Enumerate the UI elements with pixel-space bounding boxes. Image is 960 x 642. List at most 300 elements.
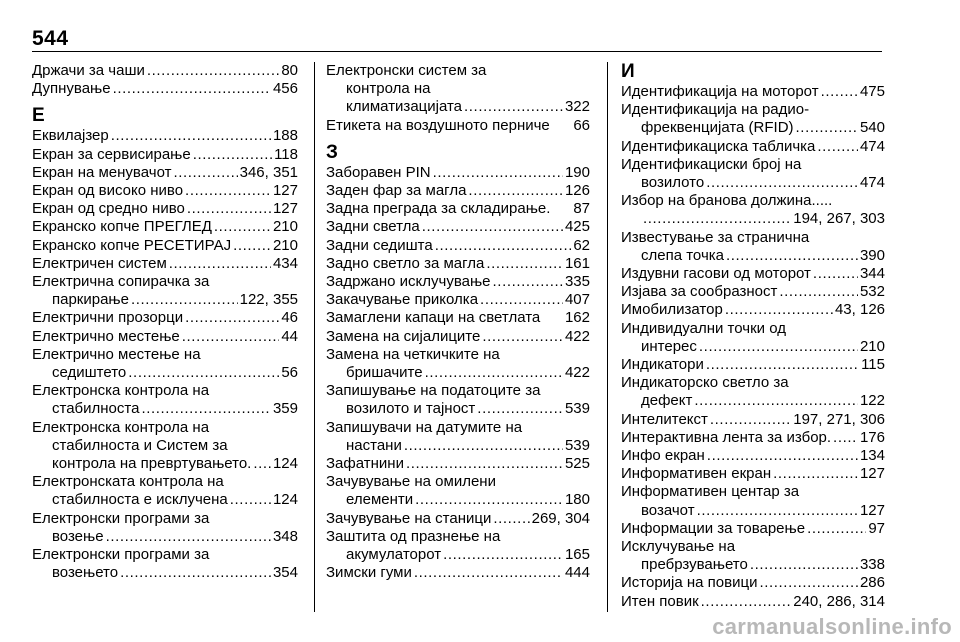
index-entry[interactable] [621,574,885,592]
page-reference[interactable]: 525 [564,455,590,473]
dot-leader [493,510,529,528]
index-entry[interactable] [326,564,590,582]
index-term: Известување за странична [621,228,810,246]
index-entry-line [32,382,298,400]
index-term: Заштита од празнење на [326,527,501,545]
index-term: Екран од високо ниво [32,182,184,200]
index-term: стабилноста [52,400,140,418]
index-entry[interactable] [32,510,298,546]
index-entry-line [621,593,885,611]
page-reference[interactable]: 126 [564,182,590,200]
page-reference[interactable]: 474 [859,137,885,155]
index-entry-line [621,520,885,538]
dot-leader [173,164,237,182]
index-term: возилото [641,174,705,192]
page-reference[interactable]: 62 [573,236,590,254]
dot-leader [701,593,792,611]
index-entry-line [326,546,590,564]
index-term: Зачувување на станици [326,509,492,527]
dot-leader [725,301,833,319]
page-reference[interactable]: 80 [281,62,298,79]
index-entry-line [32,491,298,509]
index-entry-line [621,174,885,192]
index-entry[interactable] [326,218,590,236]
page-reference[interactable]: 444 [564,564,590,582]
dot-leader [253,455,271,473]
dot-leader [477,400,563,418]
page-reference[interactable]: 475 [859,83,885,100]
index-entry[interactable] [32,62,298,80]
index-entry[interactable] [32,237,298,255]
index-term: бришачите [346,364,423,382]
index-entry-line [32,473,298,491]
index-term: Екранско копче РЕСЕТИРАЈ [32,236,232,254]
page-reference[interactable]: 188 [272,127,298,145]
page-reference[interactable]: 344 [859,265,885,283]
index-term: Идентификација на моторот [621,83,819,100]
index-entry-line [326,237,590,255]
page-reference[interactable]: 474 [859,174,885,192]
dot-leader [726,247,858,265]
page-reference[interactable]: 127 [859,465,885,483]
index-term: Електронски програми за [32,546,210,564]
index-entry-line [32,62,298,80]
page-reference[interactable]: 118 [274,145,298,163]
index-entry-line [621,265,885,283]
page-reference[interactable]: 165 [564,546,590,564]
index-entry[interactable] [32,255,298,273]
index-term: Инфо екран [621,447,705,465]
index-entry[interactable] [621,301,885,319]
dot-leader [759,574,858,592]
page-reference[interactable]: 348 [272,527,298,545]
index-entry[interactable] [326,62,590,117]
index-entry-line [32,546,298,564]
index-entry-line [326,510,590,528]
index-entry[interactable] [32,80,298,98]
index-entry[interactable] [621,429,885,447]
page-reference[interactable]: 407 [564,291,590,309]
index-entry[interactable] [621,192,885,228]
index-entry[interactable] [32,382,298,418]
index-entry-line [621,320,885,338]
dot-leader [404,437,563,455]
index-entry[interactable] [32,146,298,164]
index-term: Електрична сопирачка за [32,273,210,291]
dot-leader [706,174,858,192]
index-term: Интелитекст [621,410,708,428]
index-entry-line [326,80,590,98]
index-column-3 [621,62,885,611]
index-entry-line [32,255,298,273]
index-term: Држачи за чаши [32,62,145,79]
index-entry[interactable] [32,164,298,182]
index-entry-line [621,338,885,356]
index-term: климатизацијата [346,98,463,116]
index-term: Електрично местење на [32,345,201,363]
dot-leader [193,146,272,164]
dot-leader [468,182,563,200]
dot-leader [128,364,279,382]
index-entry-line [32,182,298,200]
dot-leader [406,455,563,473]
index-entry[interactable] [326,510,590,528]
index-entry[interactable] [326,117,590,135]
index-entry[interactable] [621,229,885,265]
index-entry[interactable] [621,83,885,101]
index-entry[interactable] [621,538,885,574]
page-reference[interactable]: 210 [272,218,298,236]
index-entry-line [326,564,590,582]
index-entry-line [32,309,298,327]
page-reference[interactable]: 87 [573,200,590,218]
dot-leader [433,164,563,182]
page-reference[interactable]: 66 [573,116,590,134]
page-reference[interactable]: 124 [272,455,298,473]
index-entry-line [621,392,885,410]
dot-leader [699,338,858,356]
index-term: возилото и тајност [346,400,476,418]
page-reference[interactable]: 127 [859,501,885,519]
index-entry-line [32,200,298,218]
index-entry[interactable] [326,328,590,346]
page-reference[interactable]: 44 [281,327,298,345]
column-divider [314,62,315,612]
dot-leader [464,98,563,116]
column-divider [607,62,608,612]
index-entry-line [32,146,298,164]
index-entry-line [621,283,885,301]
dot-leader [480,291,563,309]
index-term: Замена на четкичките на [326,345,500,363]
index-term: Екран од средно ниво [32,200,185,218]
page-reference[interactable]: 539 [564,436,590,454]
page-reference[interactable]: 286 [859,574,885,592]
page-reference[interactable]: 434 [272,254,298,272]
index-entry[interactable] [326,291,590,309]
index-term: Електронската контрола на [32,473,224,491]
index-term: Екранско копче ПРЕГЛЕД [32,218,212,236]
dot-leader [796,119,858,137]
page-reference[interactable]: 540 [859,119,885,137]
page-reference[interactable]: 346, 351 [239,163,298,181]
page-reference[interactable]: 210 [272,236,298,254]
index-entry-line [326,491,590,509]
index-term: стабилноста е исклучена [52,491,228,509]
page-reference[interactable]: 127 [272,182,298,200]
dot-leader [230,491,271,509]
index-entry-line [621,502,885,520]
index-entry-line [621,465,885,483]
dot-leader [415,491,563,509]
page-reference[interactable]: 194, 267, 303 [793,210,885,228]
dot-leader [233,237,271,255]
index-entry-line [621,156,885,174]
page-reference[interactable]: 354 [272,564,298,582]
index-entry-line [32,437,298,455]
index-term: Електрично местење [32,327,180,345]
index-entry[interactable] [326,473,590,509]
page-reference[interactable]: 115 [861,356,885,374]
index-entry-line [32,510,298,528]
index-entry[interactable] [326,382,590,418]
index-term: Задни седишта [326,236,433,254]
dot-leader [214,218,271,236]
index-entry[interactable] [326,273,590,291]
page-reference[interactable]: 180 [564,491,590,509]
section-letter: Е [32,105,45,127]
index-entry[interactable] [32,273,298,309]
index-entry-line [326,309,590,327]
index-entry[interactable] [32,473,298,509]
index-entry-line [32,455,298,473]
index-entry-line [621,483,885,501]
index-term: Имобилизатор [621,301,723,319]
dot-leader [187,200,271,218]
dot-leader [807,520,866,538]
index-entry[interactable] [621,374,885,410]
index-entry-line [326,273,590,291]
dot-leader [779,283,858,301]
page-reference[interactable]: 322 [564,98,590,116]
index-entry[interactable] [32,182,298,200]
index-entry[interactable] [621,411,885,429]
index-term: Зимски гуми [326,564,412,582]
dot-leader [750,556,858,574]
header-rule [32,51,882,52]
dot-leader [185,182,271,200]
index-term: Еквилајзер [32,127,109,145]
index-entry-line [326,455,590,473]
index-entry-line [621,138,885,156]
index-entry[interactable] [621,483,885,519]
index-term: Електронска контрола на [32,382,210,400]
index-entry[interactable] [621,593,885,611]
dot-leader [185,309,279,327]
index-entry-line [326,62,590,80]
index-entry-line [32,164,298,182]
index-entry-line [326,437,590,455]
index-entry-line [326,473,590,491]
index-term: Задни светла [326,218,420,236]
index-term: акумулаторот [346,546,442,564]
index-entry-line [326,400,590,418]
index-entry[interactable] [326,164,590,182]
section-letter: З [326,141,338,163]
page-reference[interactable]: 456 [272,80,298,98]
index-term: Електрични прозорци [32,309,184,327]
index-entry-line [326,218,590,236]
index-entry[interactable] [32,346,298,382]
index-term: Информативен екран [621,465,772,483]
dot-leader [643,210,791,228]
index-entry[interactable] [621,283,885,301]
page-reference[interactable]: 127 [272,200,298,218]
index-entry[interactable] [326,200,590,218]
dot-leader [111,127,271,145]
index-term: слепа точка [641,246,724,264]
index-term: Исклучување на [621,538,736,556]
page-reference[interactable]: 176 [859,428,885,446]
index-entry-line [621,83,885,101]
index-column-2 [326,62,590,582]
index-column-1 [32,62,298,582]
index-term: Електронска контрола на [32,418,210,436]
dot-leader [425,364,563,382]
index-term: возачот [641,501,695,519]
index-term: Информации за товарење [621,519,806,537]
index-term: Информативен центар за [621,483,800,501]
index-entry[interactable] [32,419,298,474]
dot-leader [694,392,858,410]
page-reference[interactable]: 539 [564,400,590,418]
index-entry-line [32,346,298,364]
index-term: Екран на менувачот [32,163,172,181]
page-reference[interactable]: 124 [272,491,298,509]
index-term: настани [346,436,402,454]
index-entry[interactable] [621,265,885,283]
page-reference[interactable]: 190 [564,163,590,181]
index-term: Замена на сијалиците [326,327,481,345]
page-reference[interactable]: 422 [564,327,590,345]
index-entry-line [621,247,885,265]
index-entry-line [32,80,298,98]
page-reference[interactable]: 162 [564,309,590,327]
index-term: Индивидуални точки од [621,319,786,337]
index-entry-line [32,127,298,145]
page-reference[interactable]: 422 [564,364,590,382]
index-entry[interactable] [32,218,298,236]
index-entry-line [326,364,590,382]
index-entry[interactable] [621,138,885,156]
index-entry[interactable] [621,465,885,483]
page-reference[interactable]: 359 [272,400,298,418]
index-entry[interactable] [621,156,885,192]
page-reference[interactable]: 197, 271, 306 [793,410,885,428]
index-entry-line [32,291,298,309]
index-entry[interactable] [621,447,885,465]
index-entry[interactable] [326,182,590,200]
page-reference[interactable]: 425 [564,218,590,236]
index-entry-line [326,419,590,437]
page-reference[interactable]: 338 [859,556,885,574]
index-entry-line [326,164,590,182]
page-reference[interactable]: 532 [859,283,885,301]
index-entry[interactable] [326,419,590,455]
index-entry[interactable] [621,320,885,356]
page-reference[interactable]: 240, 286, 314 [793,592,885,610]
index-entry[interactable] [32,546,298,582]
index-term: Електронски систем за [326,62,487,79]
index-term: интерес [641,337,697,355]
index-entry[interactable] [32,309,298,327]
index-term: Замаглени капаци на светлата [326,309,541,327]
index-entry[interactable] [621,520,885,538]
page-reference[interactable]: 269, 304 [531,509,590,527]
index-term: паркирање [52,291,129,309]
index-entry[interactable] [621,356,885,374]
page-reference[interactable]: 210 [859,337,885,355]
page-reference[interactable]: 390 [859,246,885,264]
index-term: Зачувување на омилени [326,473,496,491]
index-entry[interactable] [32,200,298,218]
index-entry[interactable] [326,309,590,327]
index-entry-line [621,429,885,447]
page-number: 544 [32,27,69,50]
index-term: Интерактивна лента за избор. [621,428,832,446]
watermark[interactable]: carmanualsonline.info [712,614,952,639]
page-reference[interactable]: 46 [281,309,298,327]
index-entry-line [621,210,885,228]
index-entry-line [326,200,590,218]
index-term: Итен повик [621,592,699,610]
page-reference[interactable]: 56 [281,364,298,382]
index-entry[interactable] [326,346,590,382]
index-term: Дупнување [32,80,111,98]
index-entry[interactable] [326,528,590,564]
index-term: Запишување на податоците за [326,382,541,400]
dot-leader [141,400,271,418]
page-reference[interactable]: 134 [859,447,885,465]
dot-leader [817,138,858,156]
index-term: Задно светло за магла [326,254,485,272]
index-entry-line [326,382,590,400]
index-term: возење [52,527,104,545]
index-entry[interactable] [32,328,298,346]
dot-leader [707,447,858,465]
page-reference[interactable]: 122 [859,392,885,410]
dot-leader [435,237,572,255]
index-entry[interactable] [621,101,885,137]
dot-leader [493,273,563,291]
dot-leader [813,265,858,283]
index-entry[interactable] [32,127,298,145]
dot-leader [106,528,271,546]
index-entry-line [621,447,885,465]
page-reference[interactable]: 43, 126 [834,301,885,319]
index-entry[interactable] [326,455,590,473]
index-entry[interactable] [326,255,590,273]
index-entry[interactable] [326,237,590,255]
index-entry-line [326,291,590,309]
index-entry-line [621,101,885,119]
dot-leader [486,255,563,273]
page-reference[interactable]: 122, 355 [239,291,298,309]
index-entry-line [621,574,885,592]
index-entry-line [621,119,885,137]
index-entry-line [32,218,298,236]
index-entry-line [326,528,590,546]
index-term: Електронски програми за [32,509,210,527]
dot-leader [120,564,271,582]
index-entry-line [326,182,590,200]
index-term: седиштето [52,364,127,382]
index-entry-line [32,273,298,291]
page-reference[interactable]: 161 [564,254,590,272]
index-entry-line [32,419,298,437]
index-entry-line [326,346,590,364]
dot-leader [482,328,563,346]
index-entry-line [621,556,885,574]
dot-leader [833,429,858,447]
dot-leader [443,546,563,564]
index-term: Заден фар за магла [326,182,467,200]
index-term: Историја на повици [621,574,758,592]
index-term: пребрзувањето [641,556,748,574]
dot-leader [697,502,858,520]
page-reference[interactable]: 97 [868,519,885,537]
page-reference[interactable]: 335 [564,273,590,291]
